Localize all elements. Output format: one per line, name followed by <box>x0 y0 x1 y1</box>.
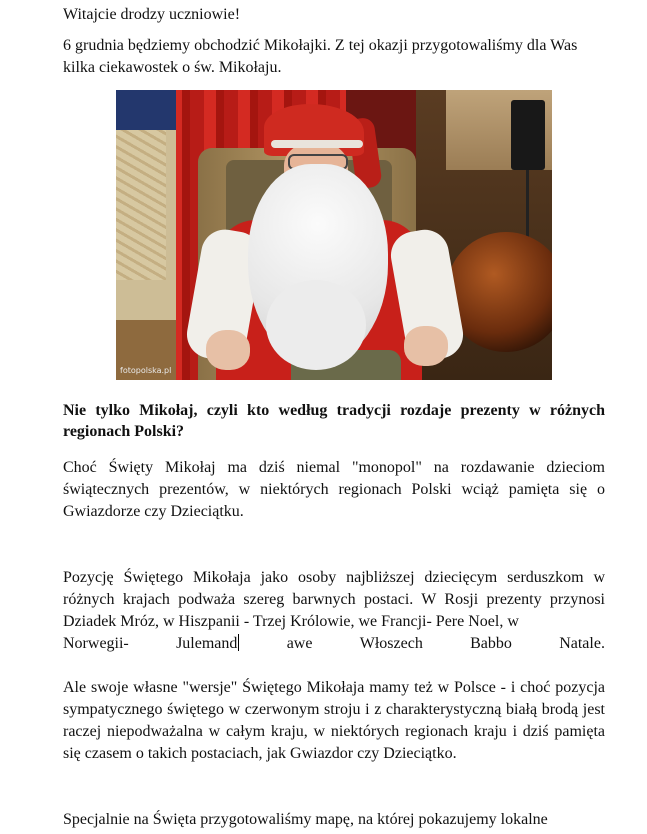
word-babbo: Babbo <box>470 635 512 652</box>
santa-photo <box>116 90 552 380</box>
photo-watermark: fotopolska.pl <box>120 366 172 375</box>
paragraph-1: Choć Święty Mikołaj ma dziś niemal "monopol" na rozdawanie dzieciom świątecznych prezentów, w niektórych regionach Polski wciąż pamięta się o Gwiazdorze czy Dzieciątku. <box>63 459 605 520</box>
word-wloszech: Włoszech <box>359 635 423 652</box>
word-natale: Natale. <box>559 635 605 652</box>
paragraph-3: Ale swoje własne "wersje" Świętego Mikołaja mamy też w Polsce - i choć pozycja sympatycznego świętego w czerwonym stroju i z charakterystyczną białą brodą jest raczej niepodważalna w całym kraju, w niektórych regionach kraju i dziś pamięta się czasem o takich postaciach, jak Gwiazdor czy Dzieciątko. <box>63 679 605 762</box>
intro-paragraph: 6 grudnia będziemy obchodzić Mikołajki. Z tej okazji przygotowaliśmy dla Was kilka ciekawostek o św. Mikołaju. <box>63 37 578 76</box>
paragraph-2-last-line <box>63 633 605 655</box>
word-norwegii: Norwegii- <box>63 635 129 652</box>
paragraph-2-text: Pozycję Świętego Mikołaja jako osoby najbliższej dziecięcym serduszkom w różnych krajach podważa szereg barwnych postaci. W Rosji prezenty przynosi Dziadek Mróz, w Hiszpanii - Trzej Królowie, we Francji- Pere Noel, w <box>63 569 605 630</box>
greeting-text: Witajcie drodzy uczniowie! <box>63 6 241 23</box>
text-cursor[interactable] <box>238 634 239 651</box>
word-julemand-group <box>176 633 239 655</box>
word-julemand: Julemand <box>176 635 238 652</box>
paragraph-4: Specjalnie na Święta przygotowaliśmy mapę, na której pokazujemy lokalne <box>63 811 548 828</box>
word-awe: awe <box>286 635 313 652</box>
section-heading: Nie tylko Mikołaj, czyli kto według tradycji rozdaje prezenty w różnych regionach Polski? <box>63 402 605 440</box>
paragraph-2 <box>63 567 605 655</box>
